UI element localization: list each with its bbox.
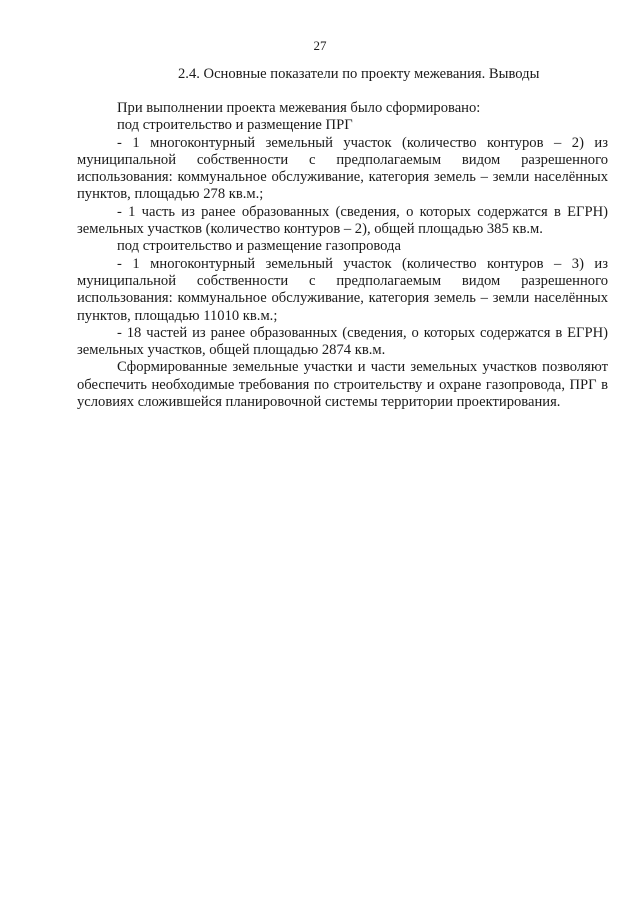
section-heading: 2.4. Основные показатели по проекту межевания. Выводы	[178, 66, 540, 82]
document-body	[77, 100, 608, 411]
page-number: 27	[313, 38, 327, 53]
list-item: - 1 многоконтурный земельный участок (количество контуров – 2) из муниципальной собственности с предполагаемым видом разрешенного использования: коммунальное обслуживание, категория земель – земли населённых пунктов, площадью 278 кв.м.;	[77, 134, 608, 203]
subheading-prg: под строительство и размещение ПРГ	[117, 117, 353, 134]
list-item: - 1 часть из ранее образованных (сведения, о которых содержатся в ЕГРН) земельных участков (количество контуров – 2), общей площадью 385 кв.м.	[77, 203, 608, 238]
intro-paragraph: При выполнении проекта межевания было сформировано:	[117, 100, 481, 116]
conclusion-paragraph: Сформированные земельные участки и части земельных участков позволяют обеспечить необходимые требования по строительству и охране газопровода, ПРГ в условиях сложившейся планировочной системы территории проектирования.	[77, 359, 608, 411]
list-item: - 1 многоконтурный земельный участок (количество контуров – 3) из муниципальной собственности с предполагаемым видом разрешенного использования: коммунальное обслуживание, категория земель – земли населённых пунктов, площадью 11010 кв.м.;	[77, 255, 608, 324]
list-item: - 18 частей из ранее образованных (сведения, о которых содержатся в ЕГРН) земельных участков, общей площадью 2874 кв.м.	[77, 324, 608, 359]
subheading-gas-pipeline: под строительство и размещение газопровода	[117, 238, 401, 255]
